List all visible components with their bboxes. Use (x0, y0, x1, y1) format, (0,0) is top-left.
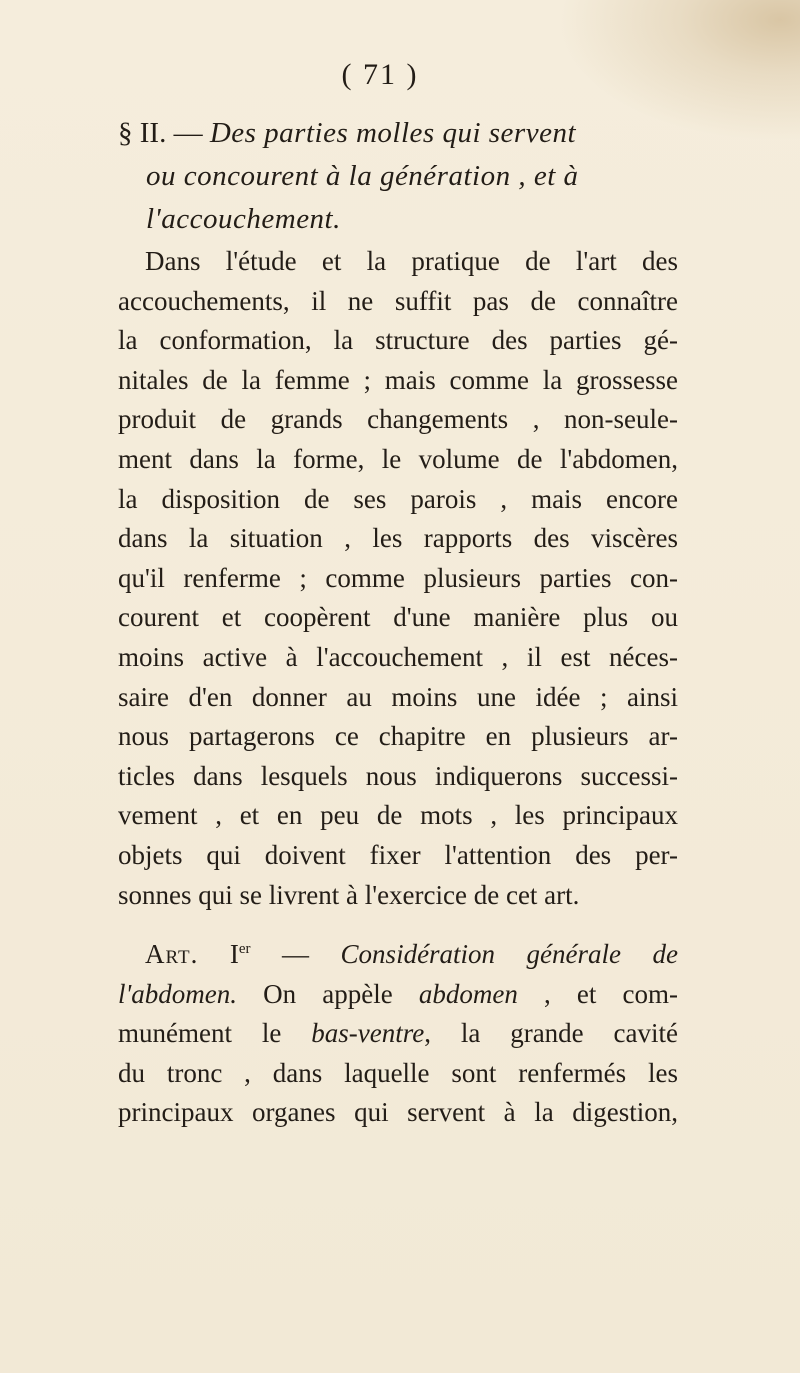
article-text: , la grande cavité (424, 1018, 678, 1049)
paragraph-line: la disposition de ses parois , mais encore (118, 483, 678, 514)
paragraph-line: ment dans la forme, le volume de l'abdomen, (118, 443, 678, 474)
paragraph-line: qu'il renferme ; comme plusieurs parties con- (118, 562, 678, 593)
paragraph-line: saire d'en donner au moins une idée ; ainsi (118, 681, 678, 712)
section-heading-line-1 (118, 112, 688, 155)
paragraph-line: ticles dans lesquels nous indiquerons successi- (118, 760, 678, 791)
paragraph-line: produit de grands changements , non-seule- (118, 404, 678, 435)
article-title-part-1: Considération générale de (340, 939, 678, 969)
article-number: I (229, 939, 239, 969)
article-line-4: du tronc , dans laquelle sont renfermés les (118, 1057, 678, 1088)
article-text: On appèle (237, 978, 419, 1009)
paragraph-line: objets qui doivent fixer l'attention des per- (118, 839, 678, 870)
section-mark: § (118, 117, 133, 149)
section-heading (118, 112, 688, 241)
paragraph-line: moins active à l'accouchement , il est néces- (118, 641, 678, 672)
section-heading-line-2 (118, 155, 688, 198)
article-text: , et com- (517, 978, 679, 1009)
page-number: ( 71 ) (341, 58, 419, 91)
article-heading-line (118, 935, 678, 975)
article-line-2 (118, 975, 678, 1015)
paragraph-line: sonnes qui se livrent à l'exercice de cet art. (118, 879, 580, 910)
paragraph-line: courent et coopèrent d'une manière plus ou (118, 602, 678, 633)
term-bas-ventre: bas-ventre (311, 1018, 425, 1049)
paragraph-line: nous partagerons ce chapitre en plusieurs ar- (118, 721, 678, 752)
article-line-3 (118, 1014, 678, 1054)
paragraph-line: vement , et en peu de mots , les principaux (118, 800, 678, 831)
section-title-part-2: ou concourent à la génération , et à (146, 160, 579, 192)
paragraph-1 (118, 242, 678, 915)
section-title-part-1: Des parties molles qui servent (209, 117, 576, 149)
article-label: Art. (145, 939, 199, 969)
article-line-5: principaux organes qui servent à la digestion, (118, 1097, 678, 1128)
article-number-sup: er (238, 941, 251, 957)
article-dash: — (250, 939, 341, 969)
paragraph-line: Dans l'étude et la pratique de l'art des (145, 246, 678, 276)
paragraph-line: dans la situation , les rapports des viscères (118, 523, 678, 554)
term-abdomen: abdomen (418, 978, 518, 1009)
paragraph-line: la conformation, la structure des parties gé- (118, 325, 678, 356)
section-number: II. — (139, 117, 210, 149)
paragraph-line: nitales de la femme ; mais comme la grossesse (118, 364, 678, 395)
article-text: munément le (118, 1018, 312, 1049)
paragraph-line: accouchements, il ne suffit pas de connaître (118, 285, 678, 316)
article-paragraph (118, 935, 678, 1133)
section-heading-line-3 (118, 198, 688, 241)
article-title-part-2: l'abdomen. (118, 978, 238, 1009)
section-title-part-3: l'accouchement. (146, 203, 341, 235)
